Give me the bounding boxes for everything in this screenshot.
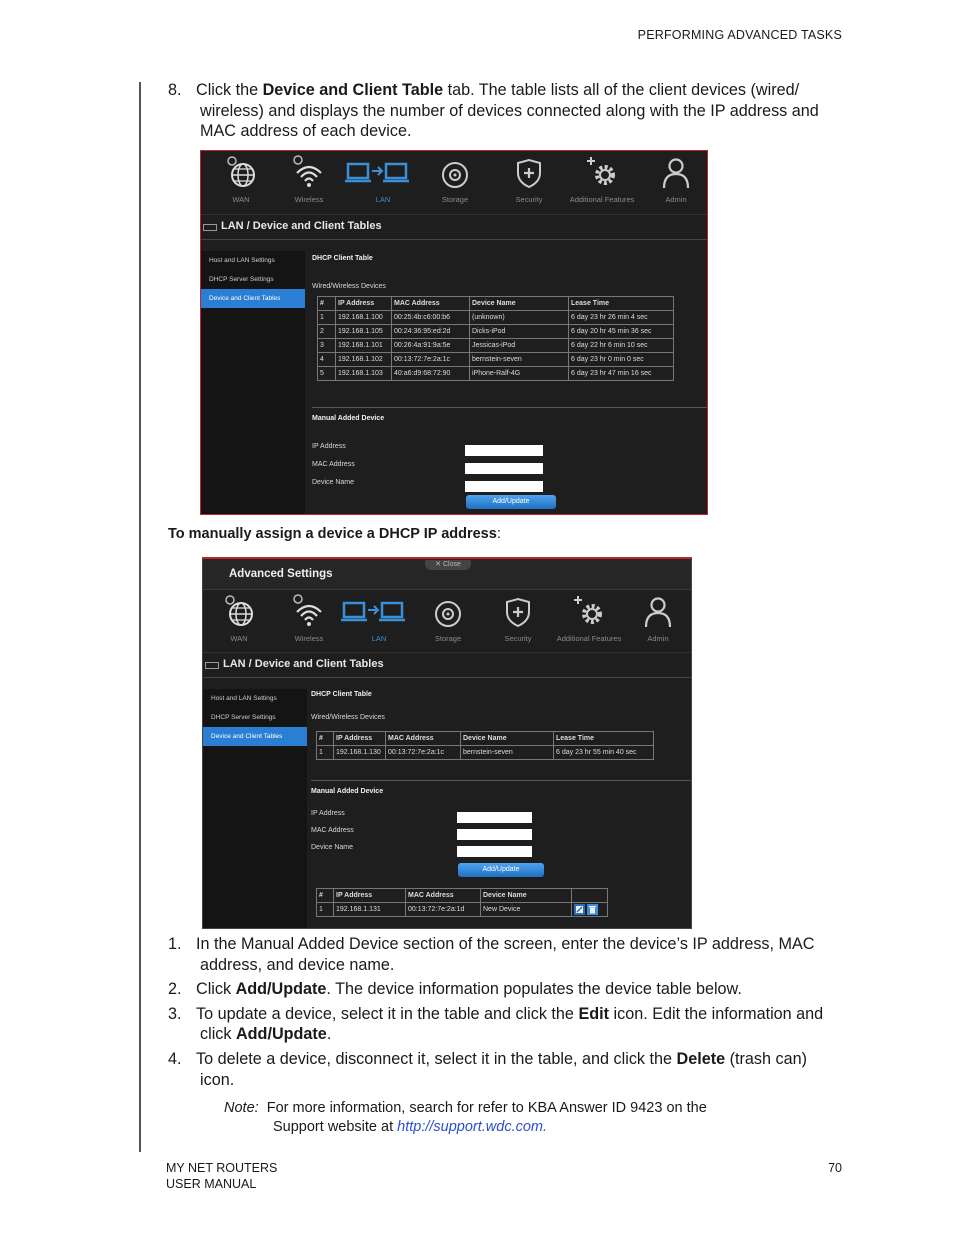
lan-icon xyxy=(341,594,405,628)
change-bar xyxy=(139,82,141,1152)
sidebar-item-device-client[interactable]: Device and Client Tables xyxy=(203,727,307,746)
manual-added-title: Manual Added Device xyxy=(312,415,385,422)
sidebar-item-device-client[interactable]: Device and Client Tables xyxy=(201,289,305,308)
globe-icon xyxy=(222,594,256,628)
nav-storage[interactable]: Storage xyxy=(420,151,490,204)
nav-wireless[interactable]: Wireless xyxy=(274,151,344,204)
nav-wan[interactable]: WAN xyxy=(206,151,276,204)
nav-security[interactable]: Security xyxy=(494,151,564,204)
wifi-icon xyxy=(292,594,326,628)
table-row[interactable]: 1 192.168.1.130 00:13:72:7e:2a:1c bernstein-seven 6 day 23 hr 55 min 40 sec xyxy=(317,746,654,760)
dhcp-client-table: # IP Address MAC Address Device Name Lease Time 1 192.168.1.130 00:13:72:7e:2a:1c bernstein-seven 6 day 23 hr 55 min 40 sec xyxy=(316,731,654,760)
wired-wireless-label: Wired/Wireless Devices xyxy=(311,714,385,721)
dhcp-client-table: # IP Address MAC Address Device Name Lease Time 1 192.168.1.100 00:25:4b:c6:00:b6 (unknown) 6 day 23 hr 26 min 4 sec 2 192.168.1.105 00:24:36:95:ed:2d Dicks-iPod 6 day 20 hr 45 min 36 sec 3 192.168.1.101 00:26:4a:91:9a:5e Jessicas-iPod 6 day 22 hr 6 min 10 sec 4 192.168.1.102 00:13:72:7e:2a:1c bernstein-seven 6 day 23 hr 0 min 0 sec 5 192.168.1.103 40:a6:d9:68:72:90 iPhone-Ralf-4G 6 day 23 hr 47 min 16 sec xyxy=(317,296,674,381)
nav-wireless[interactable]: Wireless xyxy=(274,590,344,643)
section-header: LAN / Device and Client Tables xyxy=(201,214,707,240)
nav-bar xyxy=(203,590,691,648)
footer-title: MY NET ROUTERS USER MANUAL xyxy=(166,1161,278,1191)
nav-bar xyxy=(201,151,707,209)
user-icon xyxy=(659,155,693,189)
nav-admin[interactable]: Admin xyxy=(623,590,692,643)
wifi-icon xyxy=(292,155,326,189)
nav-lan[interactable]: LAN xyxy=(344,590,414,643)
sidebar-item-host-lan[interactable]: Host and LAN Settings xyxy=(209,257,275,264)
table-row[interactable]: 1 192.168.1.131 00:13:72:7e:2a:1d New Device xyxy=(317,903,608,917)
shield-icon xyxy=(512,155,546,189)
step-number: 8. xyxy=(168,81,182,99)
section-header: LAN / Device and Client Tables xyxy=(203,652,691,678)
wired-wireless-label: Wired/Wireless Devices xyxy=(312,283,386,290)
add-update-button[interactable]: Add/Update xyxy=(466,495,556,509)
subheading: To manually assign a device a DHCP IP address: xyxy=(168,526,501,542)
window-title: Advanced Settings xyxy=(229,568,333,580)
device-name-label: Device Name xyxy=(311,844,354,851)
support-link[interactable]: http://support.wdc.com. xyxy=(397,1119,548,1135)
dhcp-table-title: DHCP Client Table xyxy=(311,691,372,698)
device-name-input[interactable] xyxy=(457,846,532,857)
close-icon: ✕ xyxy=(435,561,441,568)
globe-icon xyxy=(224,155,258,189)
table-row[interactable]: 4 192.168.1.102 00:13:72:7e:2a:1c bernstein-seven 6 day 23 hr 0 min 0 sec xyxy=(318,353,674,367)
note-label: Note: xyxy=(224,1100,259,1116)
table-row[interactable]: 2 192.168.1.105 00:24:36:95:ed:2d Dicks-iPod 6 day 20 hr 45 min 36 sec xyxy=(318,325,674,339)
storage-icon xyxy=(438,155,472,189)
edit-icon[interactable] xyxy=(574,904,585,915)
trash-icon[interactable] xyxy=(587,904,598,915)
sidebar-item-dhcp-server[interactable]: DHCP Server Settings xyxy=(209,276,274,283)
router-screenshot-device-table xyxy=(200,150,708,515)
list-item: 2. Click Add/Update. The device information populates the device table below. xyxy=(168,980,742,999)
manual-added-title: Manual Added Device xyxy=(311,788,384,795)
nav-additional-features[interactable]: Additional Features xyxy=(554,590,624,643)
lan-icon xyxy=(203,224,217,231)
mac-address-input[interactable] xyxy=(465,463,543,474)
add-update-button[interactable]: Add/Update xyxy=(458,863,544,877)
close-button[interactable]: ✕ Close xyxy=(425,560,471,570)
sidebar xyxy=(203,689,307,928)
page-number: 70 xyxy=(828,1161,842,1175)
nav-storage[interactable]: Storage xyxy=(413,590,483,643)
step-8: 8. Click the Device and Client Table tab. The table lists all of the client devices (wired/ wireless) and displays the number of devices connected along with the IP address and MAC address of each device. xyxy=(168,81,819,141)
user-icon xyxy=(641,594,675,628)
running-header: PERFORMING ADVANCED TASKS xyxy=(637,28,842,42)
nav-admin[interactable]: Admin xyxy=(641,151,708,204)
divider xyxy=(311,780,691,781)
sidebar-item-host-lan[interactable]: Host and LAN Settings xyxy=(211,695,277,702)
sidebar xyxy=(201,251,305,514)
lan-icon xyxy=(345,155,409,189)
divider xyxy=(312,407,707,408)
manual-device-table: # IP Address MAC Address Device Name 1 192.168.1.131 00:13:72:7e:2a:1d New Device xyxy=(316,888,608,917)
note: Note: For more information, search for refer to KBA Answer ID 9423 on the Support website at http://support.wdc.com. xyxy=(224,1100,707,1135)
list-item: 1. In the Manual Added Device section of the screen, enter the device’s IP address, MAC xyxy=(168,935,815,953)
mac-address-input[interactable] xyxy=(457,829,532,840)
gear-icon xyxy=(572,594,606,628)
table-row[interactable]: 1 192.168.1.100 00:25:4b:c6:00:b6 (unknown) 6 day 23 hr 26 min 4 sec xyxy=(318,311,674,325)
device-name-input[interactable] xyxy=(465,481,543,492)
ip-address-input[interactable] xyxy=(465,445,543,456)
nav-security[interactable]: Security xyxy=(483,590,553,643)
nav-lan[interactable]: LAN xyxy=(348,151,418,204)
lan-icon xyxy=(205,662,219,669)
dhcp-table-title: DHCP Client Table xyxy=(312,255,373,262)
storage-icon xyxy=(431,594,465,628)
ip-address-input[interactable] xyxy=(457,812,532,823)
nav-additional-features[interactable]: Additional Features xyxy=(567,151,637,204)
list-item: 4. To delete a device, disconnect it, select it in the table, and click the Delete (trash can) xyxy=(168,1049,807,1068)
gear-icon xyxy=(585,155,619,189)
nav-wan[interactable]: WAN xyxy=(204,590,274,643)
list-item: 3. To update a device, select it in the table and click the Edit icon. Edit the information and xyxy=(168,1004,824,1023)
table-row[interactable]: 3 192.168.1.101 00:26:4a:91:9a:5e Jessicas-iPod 6 day 22 hr 6 min 10 sec xyxy=(318,339,674,353)
table-row[interactable]: 5 192.168.1.103 40:a6:d9:68:72:90 iPhone-Ralf-4G 6 day 23 hr 47 min 16 sec xyxy=(318,367,674,381)
sidebar-item-dhcp-server[interactable]: DHCP Server Settings xyxy=(211,714,276,721)
mac-address-label: MAC Address xyxy=(312,461,355,468)
device-name-label: Device Name xyxy=(312,479,355,486)
ip-address-label: IP Address xyxy=(311,810,345,817)
router-screenshot-manual-add xyxy=(202,557,692,929)
shield-icon xyxy=(501,594,535,628)
ip-address-label: IP Address xyxy=(312,443,346,450)
step-list: 1. In the Manual Added Device section of the screen, enter the device’s IP address, MAC address, and device name. 2. Click Add/Update. The device information populates the device table below. 3. To update a device, select it in the table and click the Edit icon. Edit the information and click Add/Update. 4. To delete a device, disconnect it, select it in the table, and click the Delete (trash can) icon. xyxy=(168,934,858,1090)
mac-address-label: MAC Address xyxy=(311,827,354,834)
